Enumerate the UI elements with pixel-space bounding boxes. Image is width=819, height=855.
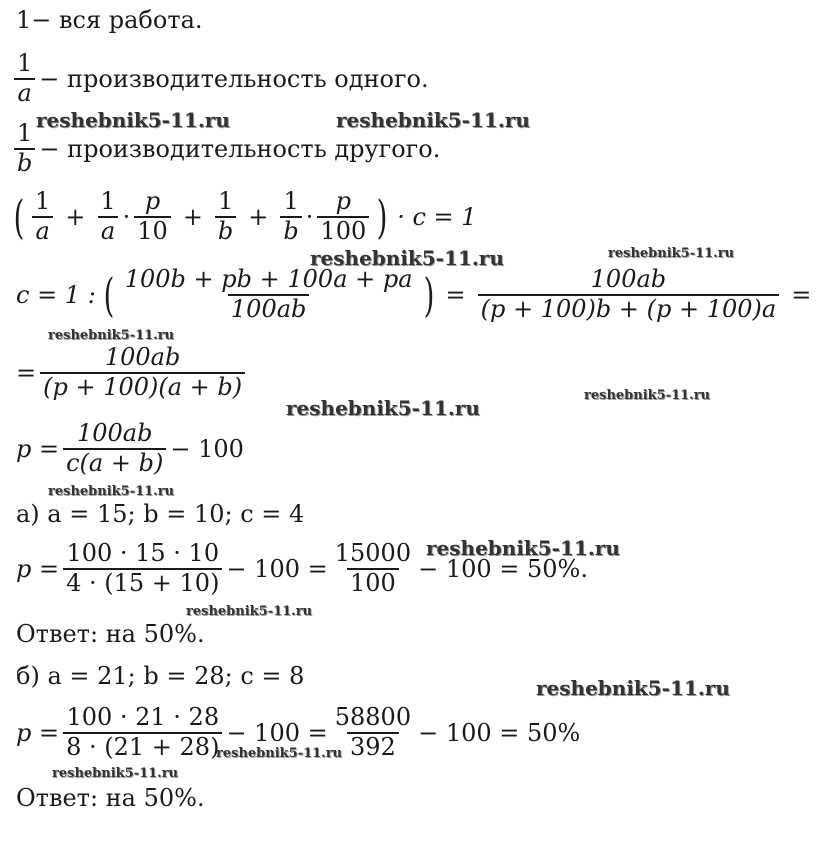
watermark: reshebnik5-11.ru <box>336 108 530 132</box>
line-whole-work <box>16 6 203 34</box>
watermark: reshebnik5-11.ru <box>48 328 175 343</box>
watermark: reshebnik5-11.ru <box>36 108 230 132</box>
equation-p: p = $\frac{100ab}{c(a + b)}$ − 100 <box>16 419 244 477</box>
frac-sum-over-100ab: $\frac{100b + pb + 100a + pa}{100ab}$ <box>124 265 413 323</box>
watermark: reshebnik5-11.ru <box>608 246 735 261</box>
frac-a-1: $\frac{100 \cdot 15 \cdot 10}{4 \cdot (15 + 10)}$ <box>63 540 222 597</box>
frac-b-2: $\frac{58800}{392}$ <box>334 703 412 761</box>
frac-1-b: $\frac{1}{b}$ <box>215 188 236 245</box>
part-a-label: а) a = 15; b = 10; c = 4 <box>16 500 305 528</box>
frac-1-a: $\frac{1}{a}$ <box>32 188 53 245</box>
equation-main: ( $\frac{1}{a}$ + $\frac{1}{a}$ · $\frac{p}{10}$ + $\frac{1}{b}$ + $\frac{1}{b}$ · $\frac{p}{100}$ ) · c = 1 <box>13 187 477 245</box>
watermark: reshebnik5-11.ru <box>216 746 343 761</box>
equation-simplified: = $\frac{100ab}{(p + 100)(a + b)}$ <box>16 344 249 401</box>
productivity-one-text: − производительность одного. <box>39 64 429 93</box>
productivity-other-text: − производительность другого. <box>39 134 441 163</box>
answer-b: Ответ: на 50%. <box>16 784 205 812</box>
frac-1-b-2: $\frac{1}{b}$ <box>280 188 301 245</box>
line-productivity-one <box>10 50 429 107</box>
watermark: reshebnik5-11.ru <box>310 246 504 270</box>
watermark: reshebnik5-11.ru <box>584 388 711 403</box>
fraction-1-over-a: $\frac{1}{a}$ <box>14 50 35 107</box>
frac-p-100: $\frac{p}{100}$ <box>317 188 369 245</box>
frac-a-2: $\frac{15000}{100}$ <box>334 539 412 597</box>
frac-p-10: $\frac{p}{10}$ <box>134 188 171 245</box>
frac-100ab-over-product: $\frac{100ab}{(p + 100)(a + b)}$ <box>40 344 245 401</box>
one-value: 1 <box>16 6 32 34</box>
watermark: reshebnik5-11.ru <box>48 484 175 499</box>
part-b-label: б) a = 21; b = 28; c = 8 <box>16 662 305 690</box>
frac-1-a-2: $\frac{1}{a}$ <box>97 188 118 245</box>
fraction-1-over-b: $\frac{1}{b}$ <box>14 120 35 177</box>
frac-100ab-over-c: $\frac{100ab}{c(a + b)}$ <box>63 420 166 477</box>
eq1-tail: · c = 1 <box>397 202 477 231</box>
equation-c: c = 1 : ( $\frac{100b + pb + 100a + pa}{100ab}$ ) = $\frac{100ab}{(p + 100)b + (p + 100)a}$ = <box>16 265 812 323</box>
answer-a: Ответ: на 50%. <box>16 620 205 648</box>
frac-b-1: $\frac{100 \cdot 21 \cdot 28}{8 \cdot (21 + 28)}$ <box>63 704 222 761</box>
watermark: reshebnik5-11.ru <box>286 396 480 420</box>
watermark: reshebnik5-11.ru <box>536 676 730 700</box>
watermark: reshebnik5-11.ru <box>426 536 620 560</box>
eq2-lhs: c = 1 : <box>16 280 96 309</box>
watermark: reshebnik5-11.ru <box>52 766 179 781</box>
equation-part-a: p = $\frac{100 \cdot 15 \cdot 10}{4 \cdot (15 + 10)}$ − 100 = $\frac{15000}{100}$ − 100 = 50%. <box>16 539 588 597</box>
whole-work-text: − вся работа. <box>31 6 203 34</box>
watermark: reshebnik5-11.ru <box>186 604 313 619</box>
frac-100ab-over-sum: $\frac{100ab}{(p + 100)b + (p + 100)a}$ <box>478 266 780 323</box>
equation-part-b: p = $\frac{100 \cdot 21 \cdot 28}{8 \cdot (21 + 28)}$ − 100 = $\frac{58800}{392}$ − 100 = 50% <box>16 703 581 761</box>
